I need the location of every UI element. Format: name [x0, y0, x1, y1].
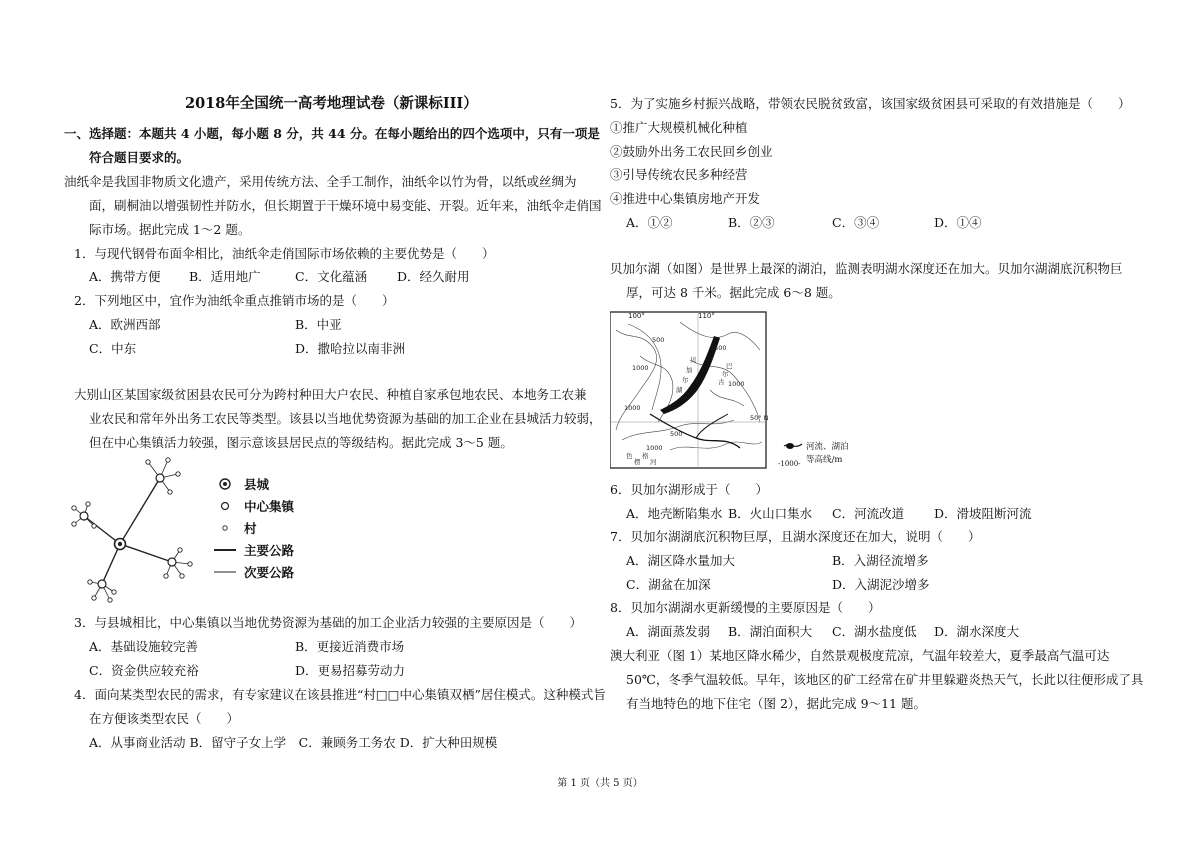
option-a[interactable]: A．①② [626, 215, 673, 230]
option-d[interactable]: D．滑坡阻断河流 [934, 506, 1032, 521]
option-c[interactable]: C．③④ [832, 215, 880, 230]
option-d[interactable]: D．湖水深度大 [934, 624, 1020, 639]
statement-2: ②鼓励外出务工农民回乡创业 [610, 144, 773, 159]
passage-line: 油纸伞是我国非物质文化遗产，采用传统方法、全手工制作，油纸伞以竹为骨，以纸或丝绸为 [64, 174, 577, 189]
question-stem: 4．面向某类型农民的需求，有专家建议在该县推进“村□□中心集镇双栖”居住模式。这种模式旨 [74, 687, 606, 702]
legend-village: 村 [244, 521, 257, 536]
contour-label: 500 [652, 336, 665, 344]
option-b[interactable]: B．火山口集水 [728, 506, 813, 521]
option-b[interactable]: B．②③ [728, 215, 775, 230]
place-char: 格 [642, 452, 649, 460]
place-char: 湖 [676, 386, 683, 394]
option-a[interactable]: A．携带方便 [89, 269, 161, 284]
legend-main-road: 主要公路 [244, 543, 295, 558]
statement-4: ④推进中心集镇房地产开发 [610, 191, 761, 206]
river-lake-symbol [782, 438, 804, 454]
baikal-map [610, 310, 770, 472]
contour-label: 1500 [710, 344, 727, 352]
passage-line: 面，刷桐油以增强韧性并防水，但长期置于干燥环境中易变能、开裂。近年来，油纸伞走俏国 [89, 198, 602, 213]
option-b[interactable]: B．湖泊面积大 [728, 624, 813, 639]
passage-line: 贝加尔湖（如图）是世界上最深的湖泊，监测表明湖水深度还在加大。贝加尔湖湖底沉积物巨 [610, 261, 1123, 276]
option-b[interactable]: B．更接近消费市场 [295, 639, 405, 654]
option-a[interactable]: A．基础设施较完善 [89, 639, 199, 654]
option-d[interactable]: D．撒哈拉以南非洲 [295, 341, 406, 356]
passage-line: 有当地特色的地下住宅（图 2），据此完成 9～11 题。 [626, 696, 926, 711]
contour-label: 500 [670, 430, 683, 438]
legend-symbols [212, 474, 238, 584]
option-d[interactable]: D．①④ [934, 215, 982, 230]
passage-line: 澳大利亚（图 1）某地区降水稀少，自然景观极度荒凉，气温年较差大，夏季最高气温可达 [610, 648, 1110, 663]
place-char: 巴 [726, 362, 733, 370]
option-a[interactable]: A．湖面蒸发弱 [626, 624, 711, 639]
legend-contour-value: -1000- [778, 460, 801, 468]
passage-line: 大别山区某国家级贫困县农民可分为跨村种田大户农民、种植自家承包地农民、本地务工农兼 [74, 387, 587, 402]
option-b[interactable]: B．中亚 [295, 317, 342, 332]
option-a[interactable]: A．欧洲西部 [89, 317, 161, 332]
passage-line: 厚，可达 8 千米。据此完成 6～8 题。 [626, 285, 841, 300]
page-title: 2018年全国统一高考地理试卷（新课标III） [185, 95, 478, 112]
option-a[interactable]: A．湖区降水量加大 [626, 553, 736, 568]
option-b[interactable]: B．入湖径流增多 [832, 553, 929, 568]
contour-label: 1000 [646, 444, 663, 452]
lon-label: 100° [628, 312, 645, 320]
question-stem: 3．与县城相比，中心集镇以当地优势资源为基础的加工企业活力较强的主要原因是（ ） [74, 615, 582, 630]
legend-central-town: 中心集镇 [244, 499, 295, 514]
passage-line: 业农民和常年外出务工农民等类型。该县以当地优势资源为基础的加工企业在县城活力较弱， [89, 411, 602, 426]
option-c[interactable]: C．中东 [89, 341, 137, 356]
legend-minor-road: 次要公路 [244, 565, 295, 580]
place-char: 河 [650, 458, 657, 466]
option-d[interactable]: D．更易招募劳动力 [295, 663, 406, 678]
option-c[interactable]: C．河流改道 [832, 506, 905, 521]
option-a[interactable]: A．地壳断陷集水 [626, 506, 723, 521]
question-stem: 6．贝加尔湖形成于（ ） [610, 482, 768, 497]
passage-line: 际市场。据此完成 1～2 题。 [89, 222, 251, 237]
legend-county-town: 县城 [244, 477, 270, 492]
place-char: 贝 [690, 356, 697, 364]
option-d[interactable]: D．入湖泥沙增多 [832, 577, 930, 592]
contour-label: 1000 [632, 364, 649, 372]
contour-label: 1000 [728, 380, 745, 388]
place-char: 加 [686, 366, 693, 374]
section-heading-cont: 符合题目要求的。 [89, 150, 190, 165]
place-char: 色 [626, 452, 633, 460]
question-stem: 2．下列地区中，宜作为油纸伞重点推销市场的是（ ） [74, 293, 395, 308]
lat-label: 50° N [750, 414, 769, 422]
question-stem: 8．贝加尔湖湖水更新缓慢的主要原因是（ ） [610, 600, 881, 615]
place-char: 尔 [722, 370, 729, 378]
option-c[interactable]: C．文化蕴涵 [295, 269, 368, 284]
lon-label: 110° [698, 312, 715, 320]
question-stem-cont: 在方便该类型农民（ ） [89, 711, 240, 726]
statement-1: ①推广大规模机械化种植 [610, 120, 748, 135]
option-c[interactable]: C．湖盆在加深 [626, 577, 711, 592]
place-char: 楞 [634, 458, 641, 466]
options-line[interactable]: A．从事商业活动 B．留守子女上学 C．兼顾务工务农 D．扩大种田规模 [89, 735, 498, 750]
legend-contour: 等高线/m [806, 455, 843, 465]
passage-line: 但在中心集镇活力较强，图示意该县居民点的等级结构。据此完成 3～5 题。 [89, 435, 513, 450]
question-stem: 1．与现代钢骨布面伞相比，油纸伞走俏国际市场依赖的主要优势是（ ） [74, 246, 495, 261]
place-char: 古 [718, 378, 725, 386]
statement-3: ③引导传统农民多种经营 [610, 167, 748, 182]
option-d[interactable]: D．经久耐用 [397, 269, 470, 284]
option-c[interactable]: C．湖水盐度低 [832, 624, 917, 639]
option-c[interactable]: C．资金供应较充裕 [89, 663, 199, 678]
question-stem: 5．为了实施乡村振兴战略，带领农民脱贫致富，该国家级贫困县可采取的有效措施是（ ） [610, 96, 1131, 111]
passage-line: 50℃，冬季气温较低。早年，该地区的矿工经常在矿井里躲避炎热天气，长此以往便形成了具 [626, 672, 1144, 687]
legend-river-lake: 河流、湖泊 [806, 442, 849, 452]
question-stem: 7．贝加尔湖湖底沉积物巨厚，且湖水深度还在加大，说明（ ） [610, 529, 981, 544]
settlement-diagram [64, 452, 224, 612]
page-footer: 第 1 页（共 5 页） [557, 778, 643, 789]
option-b[interactable]: B．适用地广 [189, 269, 261, 284]
section-heading: 一、选择题：本题共 4 小题，每小题 8 分，共 44 分。在每小题给出的四个选项中，只有一项是 [64, 126, 600, 141]
place-char: 尔 [682, 376, 689, 384]
contour-label: 1000 [624, 404, 641, 412]
